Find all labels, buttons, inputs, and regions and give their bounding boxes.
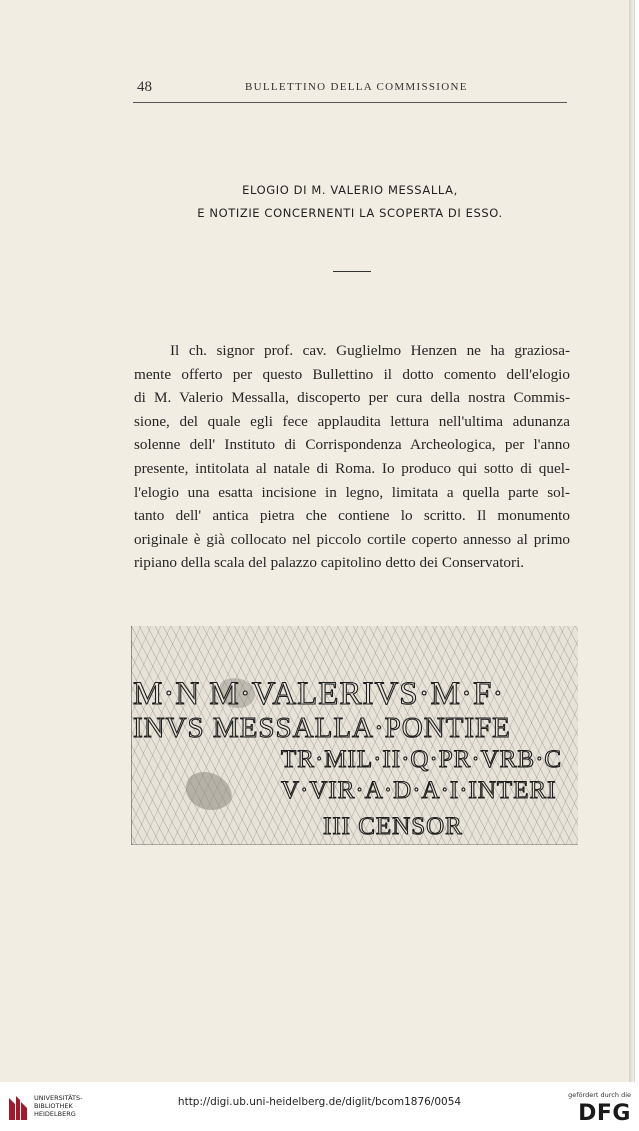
dfg-logo: DFG — [578, 1101, 631, 1126]
body-line: sione, del quale egli fece applaudita lettura nell'ultima adunanza — [134, 412, 570, 430]
body-line: tanto dell' antica pietra che contiene lo scritto. Il monumento — [134, 507, 570, 525]
header-rule — [133, 102, 567, 103]
body-line: l'elogio una esatta incisione in legno, limitata a quella parte sol- — [134, 483, 570, 501]
body-line: Il ch. signor prof. cav. Guglielmo Henzen ne ha graziosa- — [170, 342, 570, 359]
inscription-line: INVS MESSALLA·PONTIFE — [133, 712, 511, 744]
body-line: presente, intitolata al natale di Roma. Io produco qui sotto di quel- — [134, 459, 570, 477]
body-line: ripiano della scala del palazzo capitolino detto dei Conservatori. — [134, 554, 525, 572]
inscription-line: M·N M·VALERIVS·M·F· — [133, 676, 505, 712]
title-rule — [333, 271, 371, 272]
article-title-line-1: ELOGIO DI M. VALERIO MESSALLA, — [242, 183, 458, 197]
inscription-line: V·VIR·A·D·A·I·INTERI — [281, 777, 557, 804]
inscription-line: III CENSOR — [323, 813, 463, 840]
body-paragraph — [134, 339, 570, 575]
library-name-line: HEIDELBERG — [34, 1110, 76, 1118]
body-line: originale è già collocato nel piccolo cortile coperto annesso al primo — [134, 530, 570, 548]
permalink-url[interactable]: http://digi.ub.uni-heidelberg.de/diglit/bcom1876/0054 — [177, 1096, 462, 1108]
body-line: di M. Valerio Messalla, discoperto per cura della nostra Commis- — [134, 389, 570, 407]
inscription-engraving — [131, 626, 578, 845]
page-edge — [629, 0, 634, 1082]
library-name-line: BIBLIOTHEK — [34, 1102, 73, 1110]
body-line: mente offerto per questo Bullettino il dotto comento dell'elogio — [134, 365, 570, 383]
running-head: BULLETTINO DELLA COMMISSIONE — [245, 81, 468, 93]
body-line: solenne dell' Instituto di Corrispondenza Archeologica, per l'anno — [134, 436, 570, 454]
library-name-line: UNIVERSITÄTS- — [34, 1094, 83, 1102]
article-title-line-2: E NOTIZIE CONCERNENTI LA SCOPERTA DI ESSO. — [197, 206, 503, 220]
page-number: 48 — [137, 79, 152, 95]
inscription-line: TR·MIL·II·Q·PR·VRB·C — [281, 746, 563, 773]
sponsor-note: gefördert durch die — [568, 1091, 631, 1099]
